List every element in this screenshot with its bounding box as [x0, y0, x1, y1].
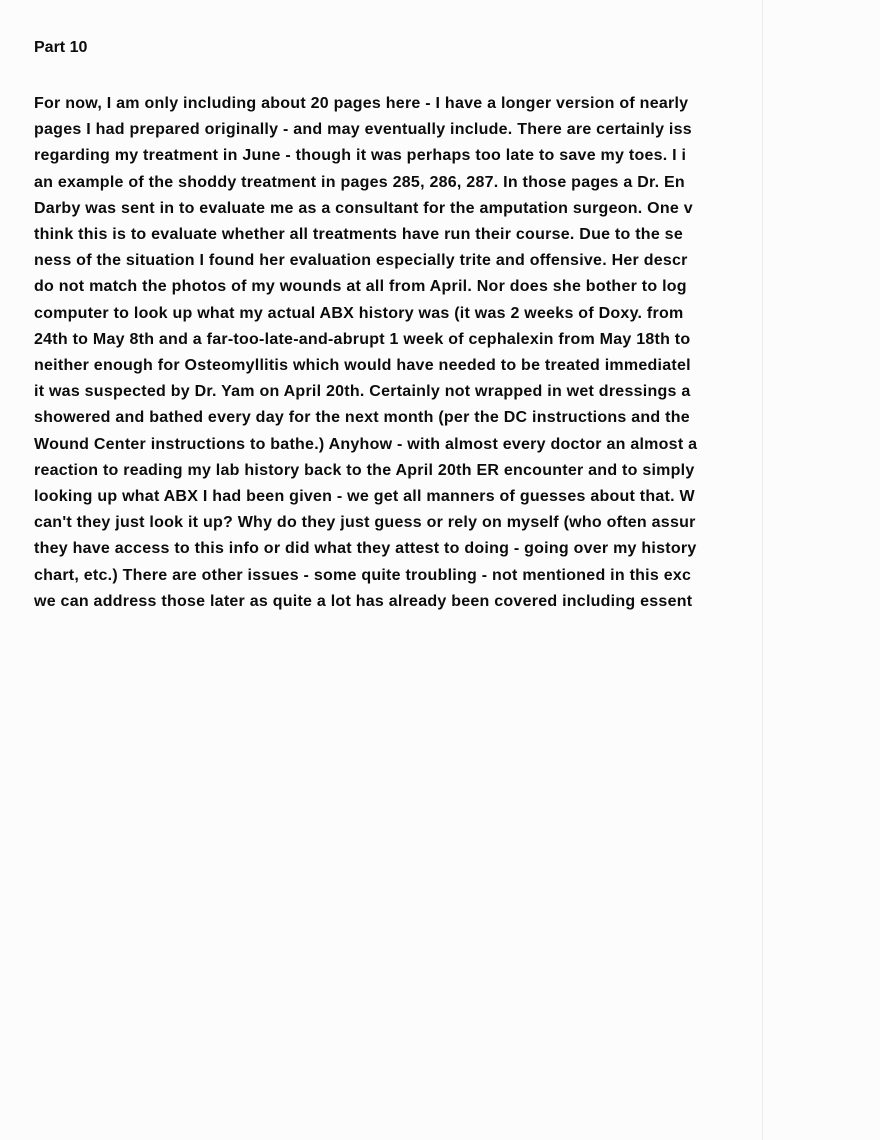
text-line: regarding my treatment in June - though it was perhaps too late to save my toes. I i — [34, 147, 687, 165]
page-heading: Part 10 — [34, 39, 88, 56]
text-line: Wound Center instructions to bathe.) Anyhow - with almost every doctor an almost a — [34, 435, 698, 453]
text-line: can't they just look it up? Why do they just guess or rely on myself (who often assur — [34, 514, 696, 532]
text-line: an example of the shoddy treatment in pages 285, 286, 287. In those pages a Dr. En — [34, 173, 685, 191]
text-line: we can address those later as quite a lot has already been covered including essent — [34, 592, 693, 610]
text-line: computer to look up what my actual ABX history was (it was 2 weeks of Doxy. from — [34, 304, 684, 322]
text-line: do not match the photos of my wounds at all from April. Nor does she bother to log — [34, 278, 687, 296]
text-line: they have access to this info or did what they attest to doing - going over my history — [34, 540, 697, 558]
text-line: think this is to evaluate whether all treatments have run their course. Due to the se — [34, 226, 683, 244]
text-line: ness of the situation I found her evaluation especially trite and offensive. Her descr — [34, 252, 688, 270]
text-line: looking up what ABX I had been given - we get all manners of guesses about that. W — [34, 488, 695, 506]
text-line: chart, etc.) There are other issues - some quite troubling - not mentioned in this exc — [34, 566, 692, 584]
text-line: it was suspected by Dr. Yam on April 20th. Certainly not wrapped in wet dressings a — [34, 383, 691, 401]
text-line: For now, I am only including about 20 pages here - I have a longer version of nearly — [34, 95, 689, 112]
text-line: pages I had prepared originally - and may eventually include. There are certainly iss — [34, 121, 692, 139]
text-line: neither enough for Osteomyllitis which would have needed to be treated immediatel — [34, 357, 691, 375]
text-line: showered and bathed every day for the next month (per the DC instructions and the — [34, 409, 690, 427]
text-line: reaction to reading my lab history back to the April 20th ER encounter and to simply — [34, 461, 695, 479]
text-line: 24th to May 8th and a far-too-late-and-abrupt 1 week of cephalexin from May 18th to — [34, 330, 691, 348]
body-paragraph — [34, 91, 880, 615]
text-line: Darby was sent in to evaluate me as a consultant for the amputation surgeon. One v — [34, 199, 693, 217]
